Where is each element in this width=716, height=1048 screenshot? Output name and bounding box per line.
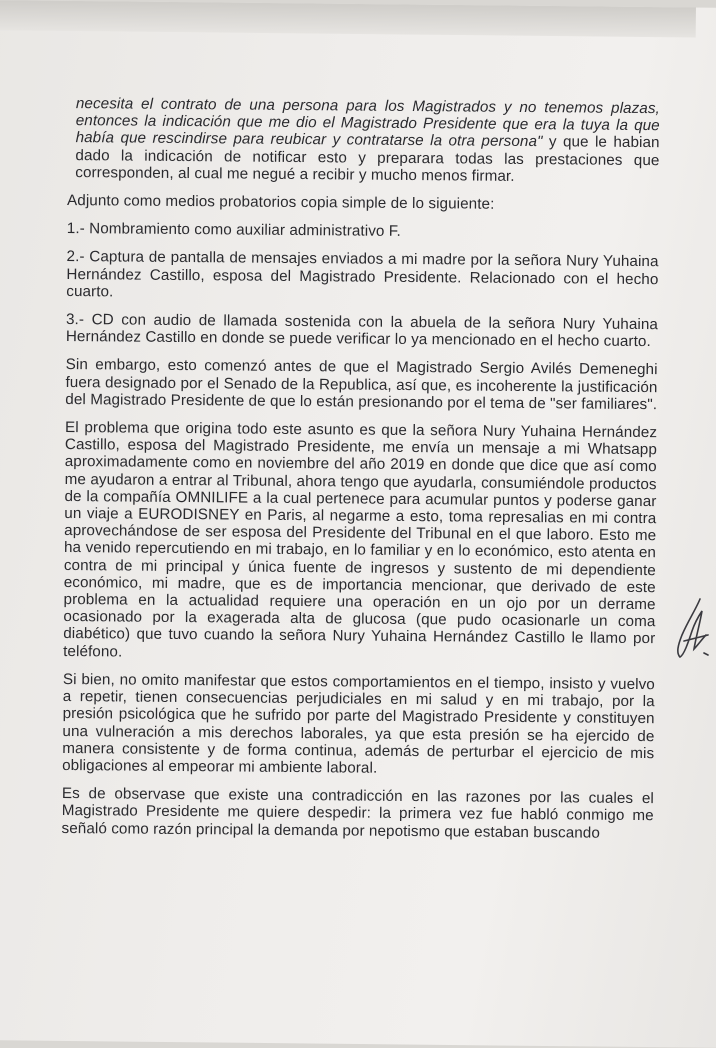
list-item-2: 2.- Captura de pantalla de mensajes enviados a mi madre por la señora Nury Yuhaina Hernández Castillo, esposa del Magistrado Presidente. Relacionado con el hecho cuarto. [66,248,659,301]
quoted-text: necesita el contrato de una persona para los Magistrados y no tenemos plazas, entonces la indicación que me dio el Magistrado Presidente que era la tuya la que había que rescindirse para reubicar y contratarse la otra persona" [75,95,660,151]
list-item-1: 1.- Nombramiento como auxiliar administrativo F. [66,220,401,241]
paragraph-problema: El problema que origina todo este asunto es que la señora Nury Yuhaina Hernández Castillo, esposa del Magistrado Presidente, me envía un mensaje a mi Whatsapp aproximadamente como en noviembre del año 2019 en donde que dice que así como me ayudaron a entrar al Tribunal, ahora tengo que ayudarla, consumiéndole productos de la compañía OMNILIFE a la cual pertenece para acumular puntos y poderse ganar un viaje a EURODISNEY en Paris, al negarme a esto, toma represalias en mi contra aprovechándose de ser esposa del Presidente del Tribunal en el que laboro. Esto me ha venido repercutiendo en mi trabajo, en lo familiar y en lo económico, esto atenta en contra de mi principal y única fuente de ingresos y sustento de mi dependiente económico, mi madre, que es de importancia mencionar, que derivado de este problema en la actualidad requiere una operación en un ojo por un derrame ocasionado por la exagerada alta de glucosa (que pudo ocasionarle un coma diabético) que tuvo cuando la señora Nury Yuhaina Hernández Castillo le llamo por teléfono. [63,419,658,661]
page-fold-shadow [0,0,696,37]
paragraph-si-bien: Si bien, no omito manifestar que estos comportamientos en el tiempo, insisto y vuelvo a repetir, tienen consecuencias perjudiciales en mi salud y en mi trabajo, por la presión psicológica que he sufrido por parte del Magistrado Presidente y constituyen una vulneración a mis derechos laborales, ya que esta presión se ha ejercido de manera consistente y de forma continua, además de perturbar el ejercicio de mis obligaciones al empeorar mi ambiente laboral. [62,670,655,777]
handwritten-signature [670,595,714,665]
paragraph-continuation [67,95,660,186]
paragraph-sin-embargo: Sin embargo, esto comenzó antes de que el Magistrado Sergio Avilés Demeneghi fuera designado por el Senado de la Republica, así que, es incoherente la justificación del Magistrado Presidente de que lo están presionando por el tema de "ser familiares". [65,356,658,413]
paragraph-observar: Es de observase que existe una contradicción en las razones por las cuales el Magistrado Presidente me quiere despedir: la primera vez fue habló conmigo me señaló como razón principal la demanda por nepotismo que estaban buscando [61,785,654,842]
continuation-text: y que le habian dado la indicación de notificar esto y preparara todas las prestaciones que corresponden, al cual me negué a recibir y mucho menos firmar. [75,133,660,185]
list-item-3: 3.- CD con audio de llamada sostenida con la abuela de la señora Nury Yuhaina Hernández Castillo en donde se puede verificar lo ya mencionado en el hecho cuarto. [65,311,659,351]
paragraph-adjunto: Adjunto como medios probatorios copia simple de lo siguiente: [67,192,495,213]
document-body [61,95,660,853]
